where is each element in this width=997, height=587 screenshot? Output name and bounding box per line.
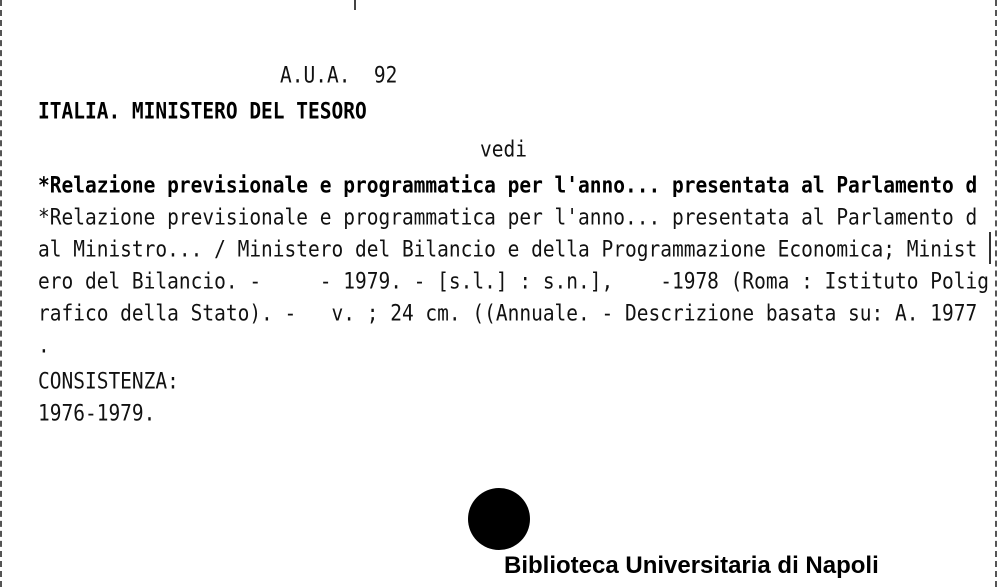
shelfmark: A.U.A. 92 (280, 62, 398, 89)
card-heading: ITALIA. MINISTERO DEL TESORO (38, 98, 367, 125)
library-stamp-text: Biblioteca Universitaria di Napoli (504, 552, 879, 579)
reference-title: *Relazione previsionale e programmatica per l'anno... presentata al Parlamento d (38, 172, 978, 199)
description-line-3: ero del Bilancio. - - 1979. - [s.l.] : s.n.], -1978 (Roma : Istituto Polig (38, 268, 989, 295)
holdings-years: 1976-1979. (38, 400, 156, 427)
description-line-2: al Ministro... / Ministero del Bilancio e della Programmazione Economica; Minist (38, 236, 978, 263)
library-stamp-dot (468, 488, 530, 550)
holdings-label: CONSISTENZA: (38, 368, 179, 395)
see-reference-label: vedi (480, 136, 527, 163)
description-line-5: . (38, 332, 50, 359)
description-line-4: rafico della Stato). - v. ; 24 cm. ((Annuale. - Descrizione basata su: A. 1977 (38, 300, 978, 327)
card-edge-mark (354, 0, 356, 10)
description-line-1: *Relazione previsionale e programmatica per l'anno... presentata al Parlamento d (38, 204, 978, 231)
margin-mark (989, 232, 991, 264)
